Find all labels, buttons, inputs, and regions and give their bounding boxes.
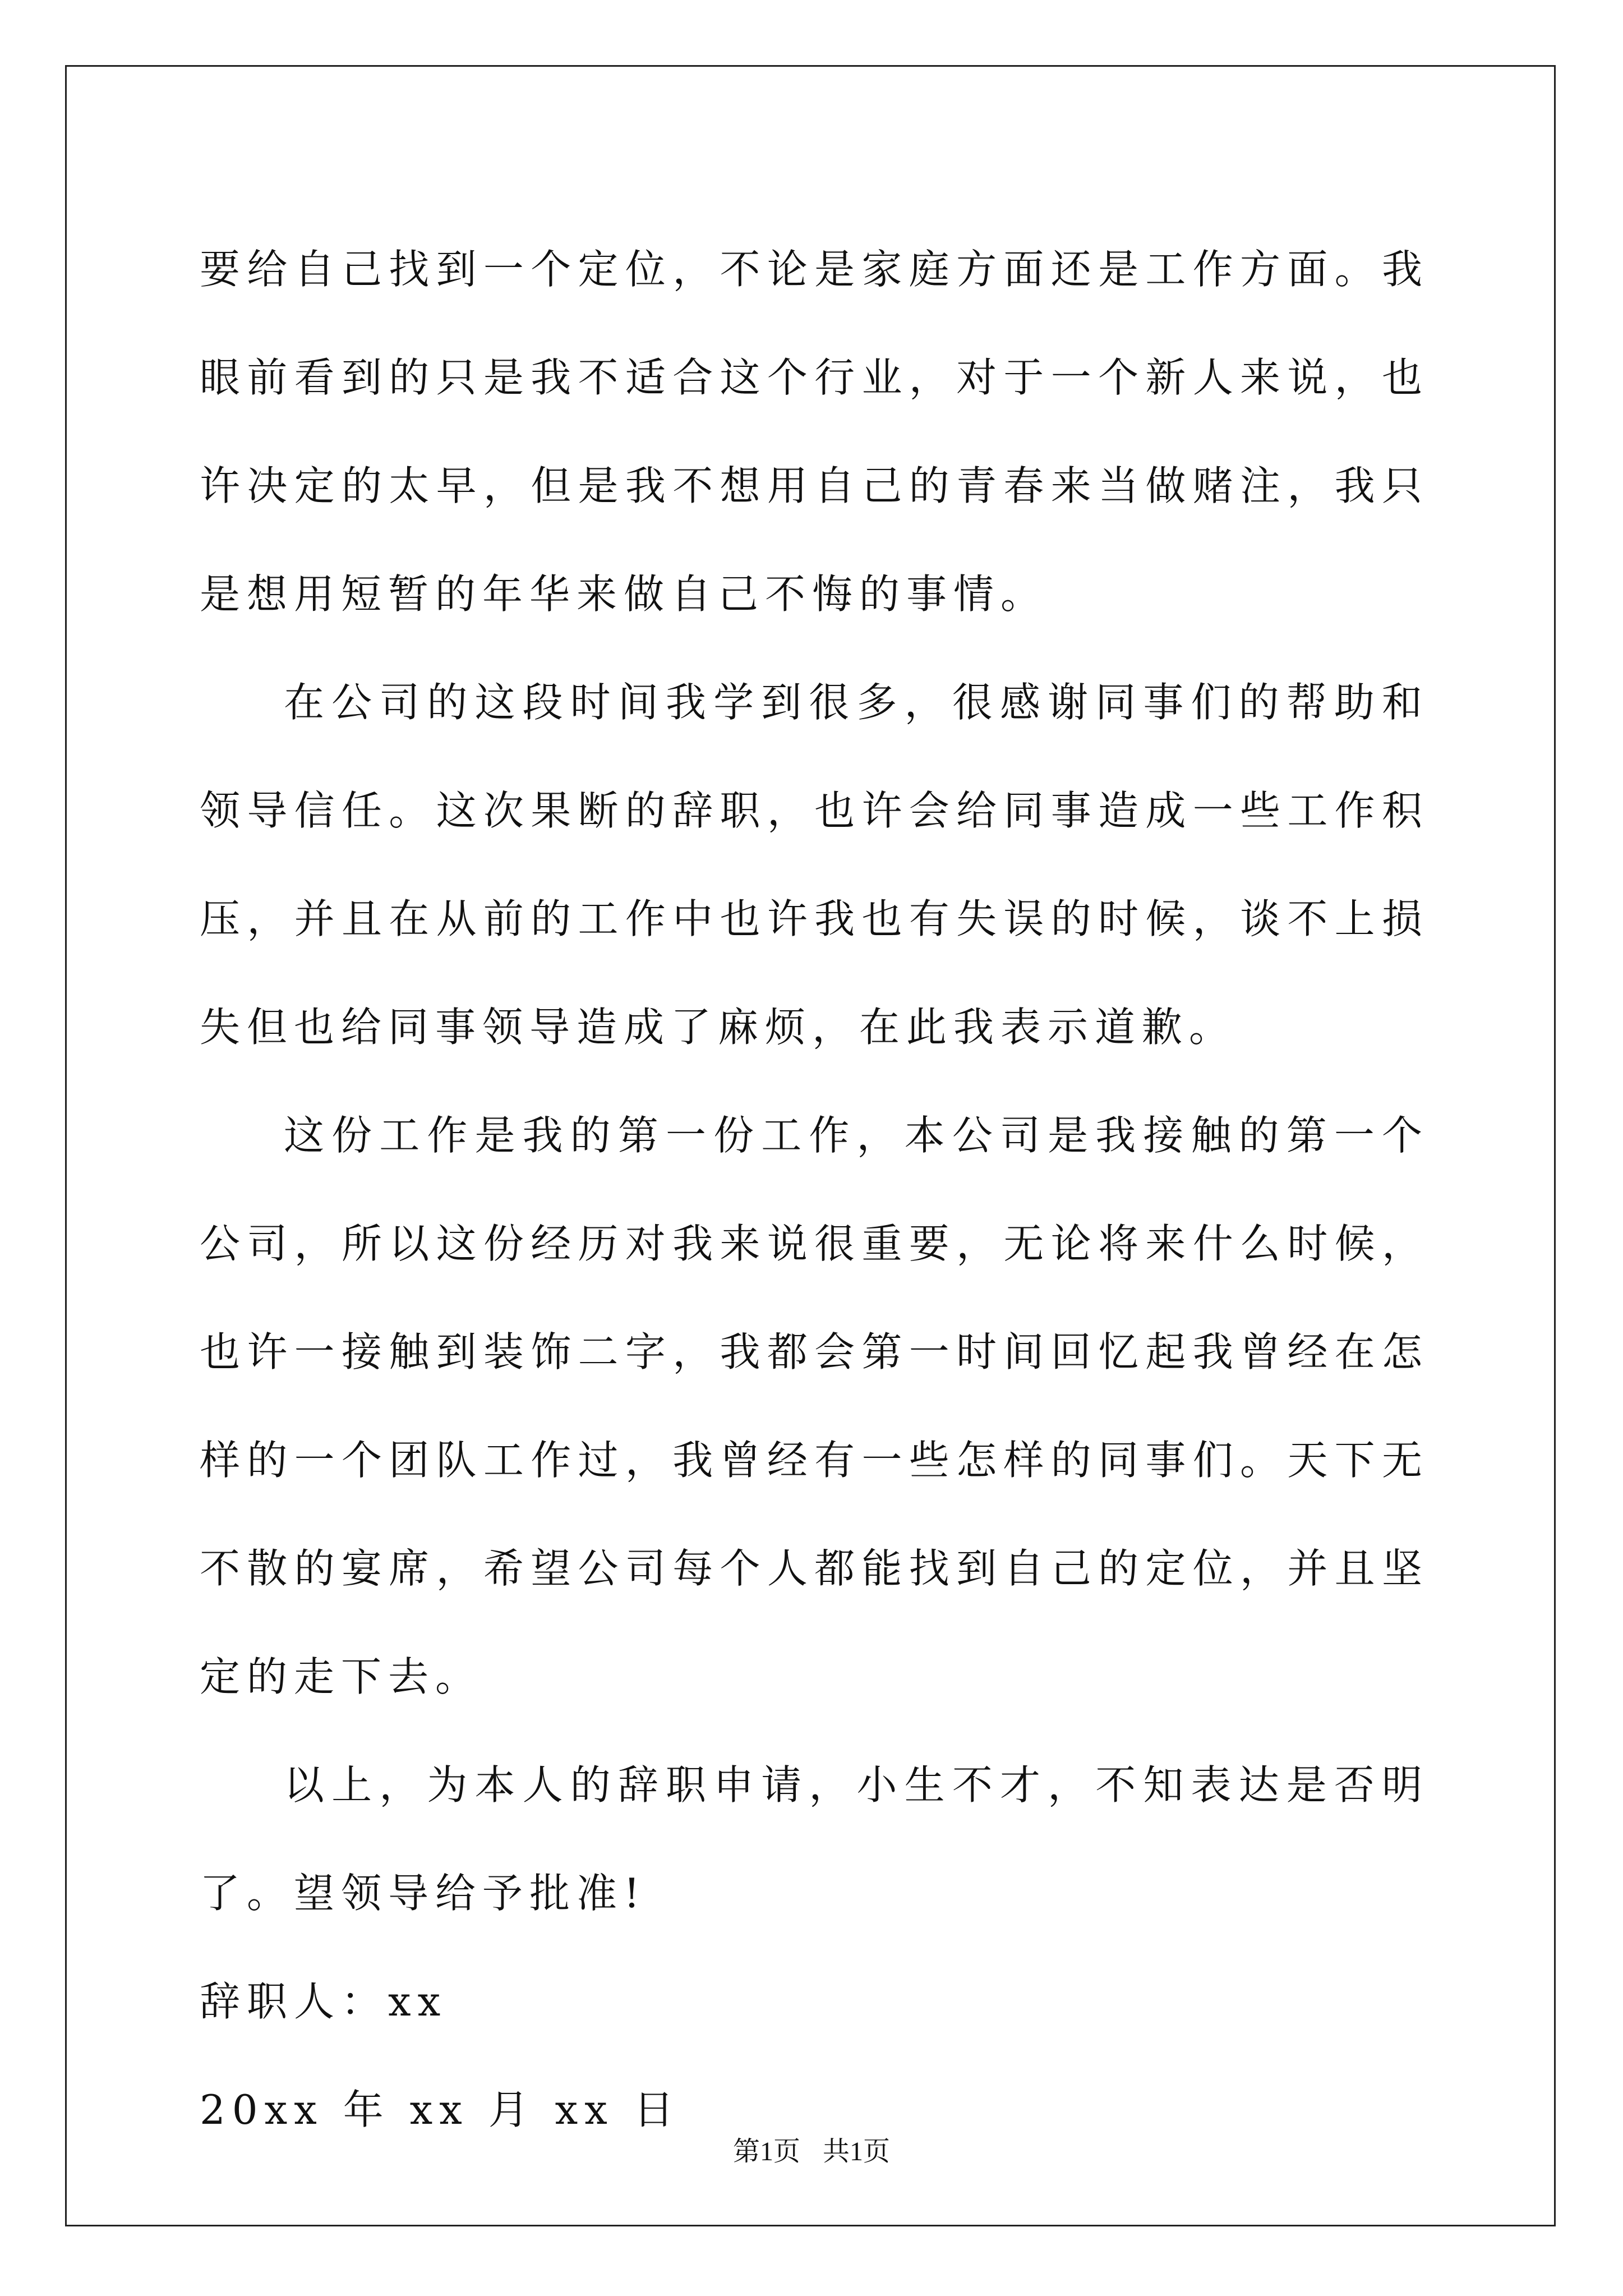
page-number: 第1页	[732, 2137, 800, 2166]
paragraph-closing: 以上，为本人的辞职申请，小生不才，不知表达是否明了。望领导给予批准!	[200, 1761, 1429, 1917]
page-footer	[0, 2135, 1623, 2169]
page-total: 共1页	[823, 2137, 891, 2166]
paragraph-first-job: 这份工作是我的第一份工作，本公司是我接触的第一个公司，所以这份经历对我来说很重要，无论将来什么时候，也许一接触到装饰二字，我都会第一时间回忆起我曾经在怎样的一个团队工作过，我曾经有一些怎样的同事们。天下无不散的宴席，希望公司每个人都能找到自己的定位，并且坚定的走下去。	[200, 1112, 1429, 1700]
signature-line: 辞职人：xx	[200, 1978, 448, 2025]
paragraph-gratitude: 在公司的这段时间我学到很多，很感谢同事们的帮助和领导信任。这次果断的辞职，也许会给同事造成一些工作积压，并且在从前的工作中也许我也有失误的时候，谈不上损失但也给同事领导造成了麻烦，在此我表示道歉。	[200, 679, 1429, 1051]
paragraph-continuation: 要给自己找到一个定位，不论是家庭方面还是工作方面。我眼前看到的只是我不适合这个行业，对于一个新人来说，也许决定的太早，但是我不想用自己的青春来当做赌注，我只是想用短暂的年华来做自己不悔的事情。	[200, 246, 1429, 618]
document-body	[200, 215, 1429, 2164]
date-line: 20xx 年 xx 月 xx 日	[200, 2086, 681, 2133]
